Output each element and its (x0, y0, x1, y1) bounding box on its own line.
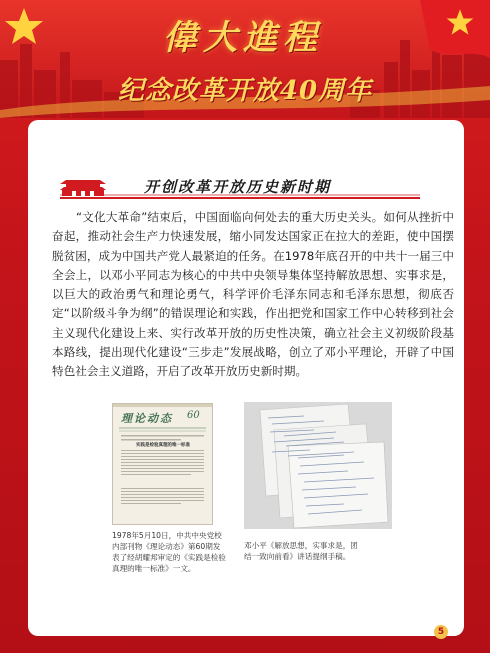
journal-cover-photo (112, 403, 213, 525)
banner (0, 0, 490, 118)
manuscript-illustration (244, 402, 392, 529)
journal-masthead: 理论动态 (121, 412, 173, 425)
journal-issue: 60 (187, 410, 200, 421)
figure-caption-2: 邓小平《解放思想，实事求是，团结一致向前看》讲话提纲手稿。 (244, 541, 358, 561)
banner-title: 偉大進程 (163, 18, 323, 58)
body-paragraph: “文化大革命”结束后，中国面临向何处去的重大历史关头。如何从挫折中奋起，推动社会生产力快速发展，缩小同发达国家正在拉大的差距，使中国摆脱贫困，成为中国共产党人最紧迫的任务。在1978年底召开的中共十一届三中全会上，以邓小平同志为核心的中共中央领导集体坚持解放思想、实事求是，以巨大的政治勇气和理论勇气，科学评价毛泽东同志和毛泽东思想，彻底否定“以阶级斗争为纲”的错误理论和实践，作出把党和国家工作中心转移到社会主义现代化建设上来、实行改革开放的历史性决策，确立社会主义初级阶段基本路线，提出现代化建设“三步走”发展战略，创立了邓小平理论，开辟了中国特色社会主义道路，开启了改革开放历史新时期。 (52, 210, 454, 379)
page-number: 5 (434, 625, 448, 639)
star-icon (4, 6, 44, 46)
journal-article-title: 实践是检验真理的唯一标准 (136, 443, 190, 448)
star-icon (446, 8, 474, 36)
figure-caption-1: 1978年5月10日，中共中央党校内部刊物《理论动态》第60期发表了经胡耀邦审定的《实践是检验真理的唯一标准》一文。 (112, 531, 226, 573)
section-heading-text: 开创改革开放历史新时期 (144, 178, 332, 196)
manuscript-photo (244, 402, 392, 529)
banner-subtitle: 纪念改革开放40周年 (117, 76, 373, 106)
section-heading (60, 171, 420, 201)
